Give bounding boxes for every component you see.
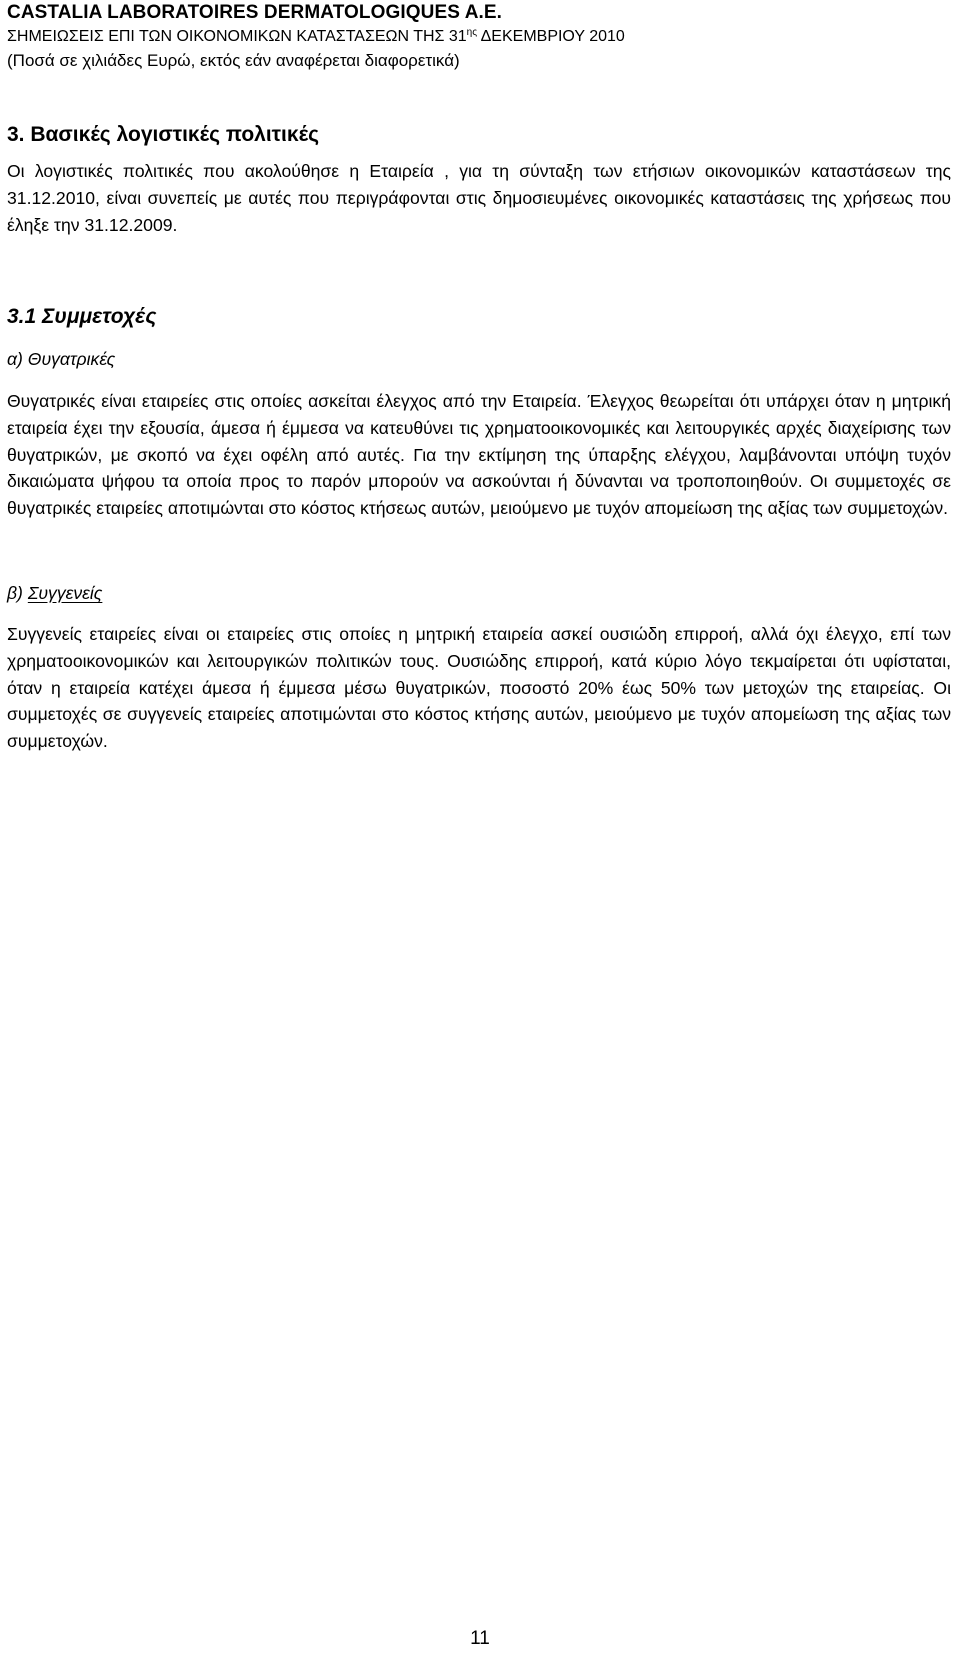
company-name: CASTALIA LABORATOIRES DERMATOLOGIQUES A.E. xyxy=(7,2,503,23)
currency-note: (Ποσά σε χιλιάδες Ευρώ, εκτός εάν αναφέρεται διαφορετικά) xyxy=(7,51,460,70)
associates-heading-word: Συγγενείς xyxy=(27,583,103,603)
document-subtitle xyxy=(7,26,947,48)
section-intro-paragraph: Οι λογιστικές πολιτικές που ακολούθησε η Εταιρεία , για τη σύνταξη των ετήσιων οικονομικών καταστάσεων της 31.12.2010, είναι συνεπείς με αυτές που περιγράφονται στις δημοσιευμένες οικονομικές καταστάσεις της χρήσεως που έληξε την 31.12.2009. xyxy=(7,161,951,235)
subsidiaries-heading: α) Θυγατρικές xyxy=(7,349,116,369)
subsidiaries-paragraph: Θυγατρικές είναι εταιρείες στις οποίες ασκείται έλεγχος από την Εταιρεία. Έλεγχος θεωρείται ότι υπάρχει όταν η μητρική εταιρεία έχει την εξουσία, άμεσα ή έμμεσα να κατευθύνει τις χρηματοοικονομικές και λειτουργικές αρχές διαχείρισης των θυγατρικών, με σκοπό να έχει οφέλη από αυτές. Για την εκτίμηση της ύπαρξης ελέγχου, λαμβάνονται υπόψη τυχόν δικαιώματα ψήφου τα οποία προς το παρόν μπορούν να ασκούνται ή δύνανται να τροποποιηθούν. Οι συμμετοχές σε θυγατρικές εταιρείες αποτιμώνται στο κόστος κτήσεως αυτών, μειούμενο με τυχόν απομείωση της αξίας των συμμετοχών. xyxy=(7,391,951,519)
section-title: 3. Βασικές λογιστικές πολιτικές xyxy=(7,123,319,146)
page-number: 11 xyxy=(470,1628,490,1649)
subtitle-text: ΣΗΜΕΙΩΣΕΙΣ ΕΠΙ ΤΩΝ ΟΙΚΟΝΟΜΙΚΩΝ ΚΑΤΑΣΤΑΣΕΩΝ ΤΗΣ 31 xyxy=(7,28,467,45)
associates-heading xyxy=(7,580,102,606)
associates-heading-prefix: β) xyxy=(7,583,28,603)
document-header xyxy=(7,0,947,74)
subtitle-ordinal-suffix: ης xyxy=(466,27,478,38)
associates-paragraph: Συγγενείς εταιρείες είναι οι εταιρείες στις οποίες η μητρική εταιρεία ασκεί ουσιώδη επιρροή, αλλά όχι έλεγχο, επί των χρηματοοικονομικών και λειτουργικών πολιτικών τους. Ουσιώδης επιρροή, κατά κύριο λόγο τεκμαίρεται ότι υφίσταται, όταν η εταιρεία κατέχει άμεσα ή έμμεσα μέσω θυγατρικών, ποσοστό 20% έως 50% των μετοχών της εταιρείας. Οι συμμετοχές σε συγγενείς εταιρείες αποτιμώνται στο κόστος κτήσης αυτών, μειούμενο με τυχόν απομείωση της αξίας των συμμετοχών. xyxy=(7,624,951,752)
subtitle-date: ΔΕΚΕΜΒΡΙΟΥ 2010 xyxy=(477,28,625,45)
subsection-title: 3.1 Συμμετοχές xyxy=(7,305,157,328)
